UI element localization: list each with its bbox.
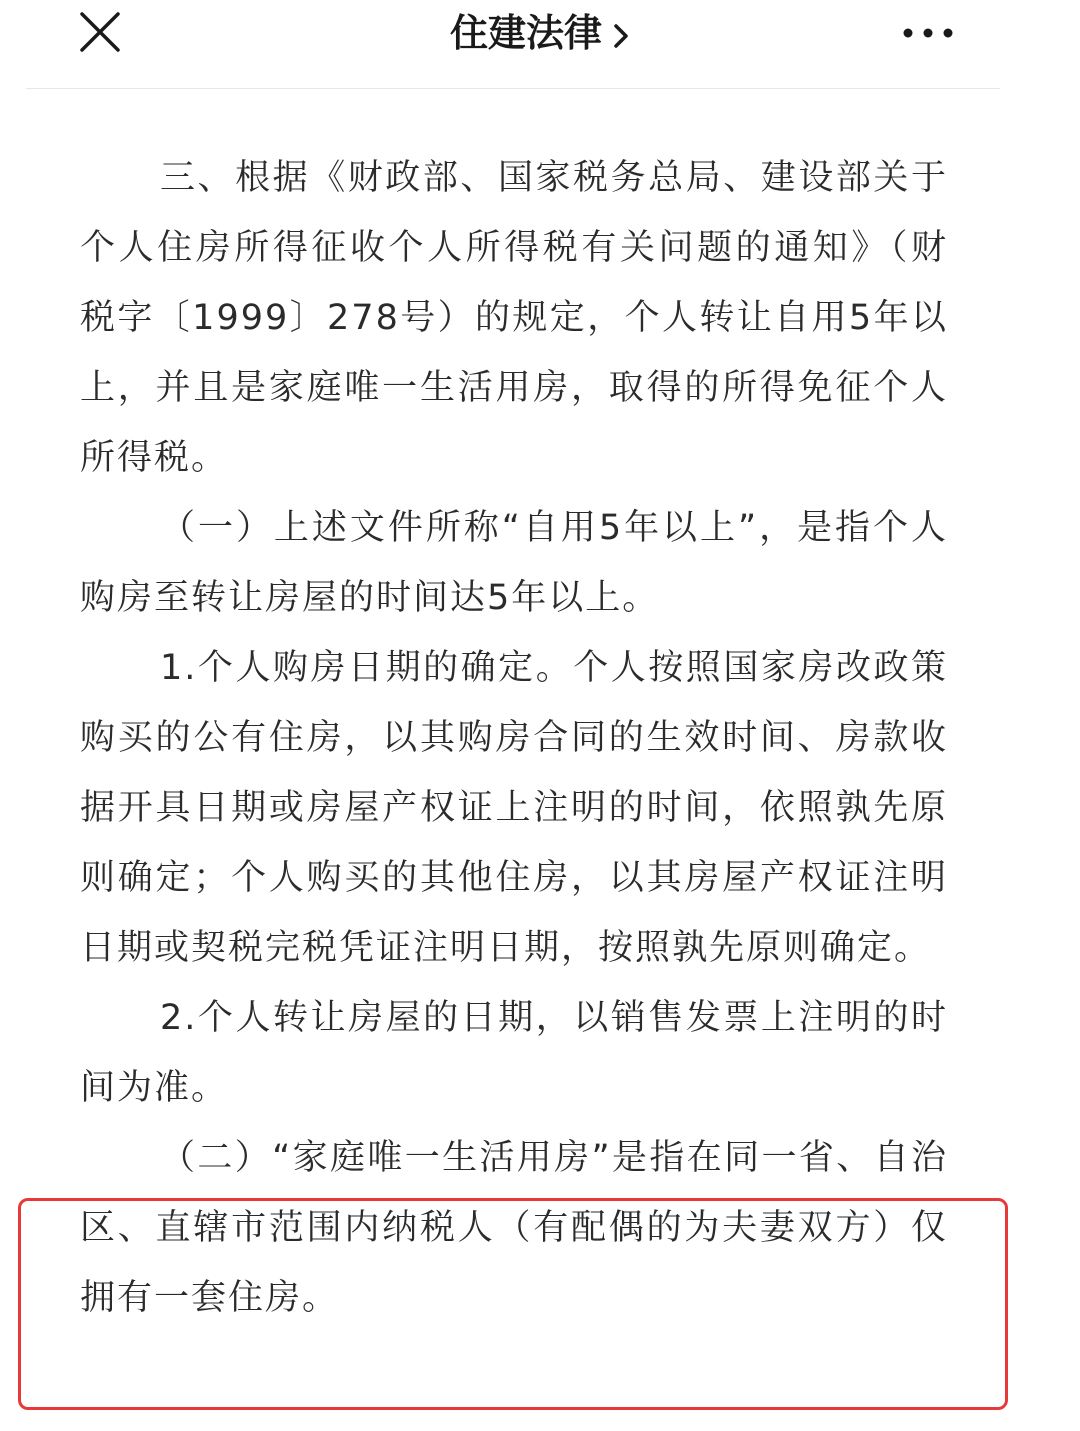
more-options-button[interactable] — [900, 18, 956, 48]
account-title-link[interactable] — [450, 8, 630, 58]
article-paragraph: 2.个人转让房屋的日期，以销售发票上注明的时间为准。 — [80, 998, 948, 1108]
header-divider — [26, 88, 1000, 89]
top-navigation-bar — [0, 0, 1080, 90]
article-paragraph: （一）上述文件所称“自用5年以上”，是指个人购房至转让房屋的时间达5年以上。 — [80, 508, 948, 618]
article-body — [80, 143, 948, 1333]
more-dots-icon — [900, 18, 956, 48]
article-paragraph: 三、根据《财政部、国家税务总局、建设部关于个人住房所得征收个人所得税有关问题的通知》（财税字〔1999〕278号）的规定，个人转让自用5年以上，并且是家庭唯一生活用房，取得的所得免征个人所得税。 — [80, 158, 948, 478]
article-paragraph-highlighted: （二）“家庭唯一生活用房”是指在同一省、自治区、直辖市范围内纳税人（有配偶的为夫妻双方）仅拥有一套住房。 — [80, 1138, 948, 1318]
chevron-right-icon — [612, 22, 630, 50]
page-title: 住建法律 — [449, 11, 602, 55]
article-paragraph: 1.个人购房日期的确定。个人按照国家房改政策购买的公有住房，以其购房合同的生效时间、房款收据开具日期或房屋产权证上注明的时间，依照孰先原则确定；个人购买的其他住房，以其房屋产权证注明日期或契税完税凭证注明日期，按照孰先原则确定。 — [80, 648, 948, 968]
